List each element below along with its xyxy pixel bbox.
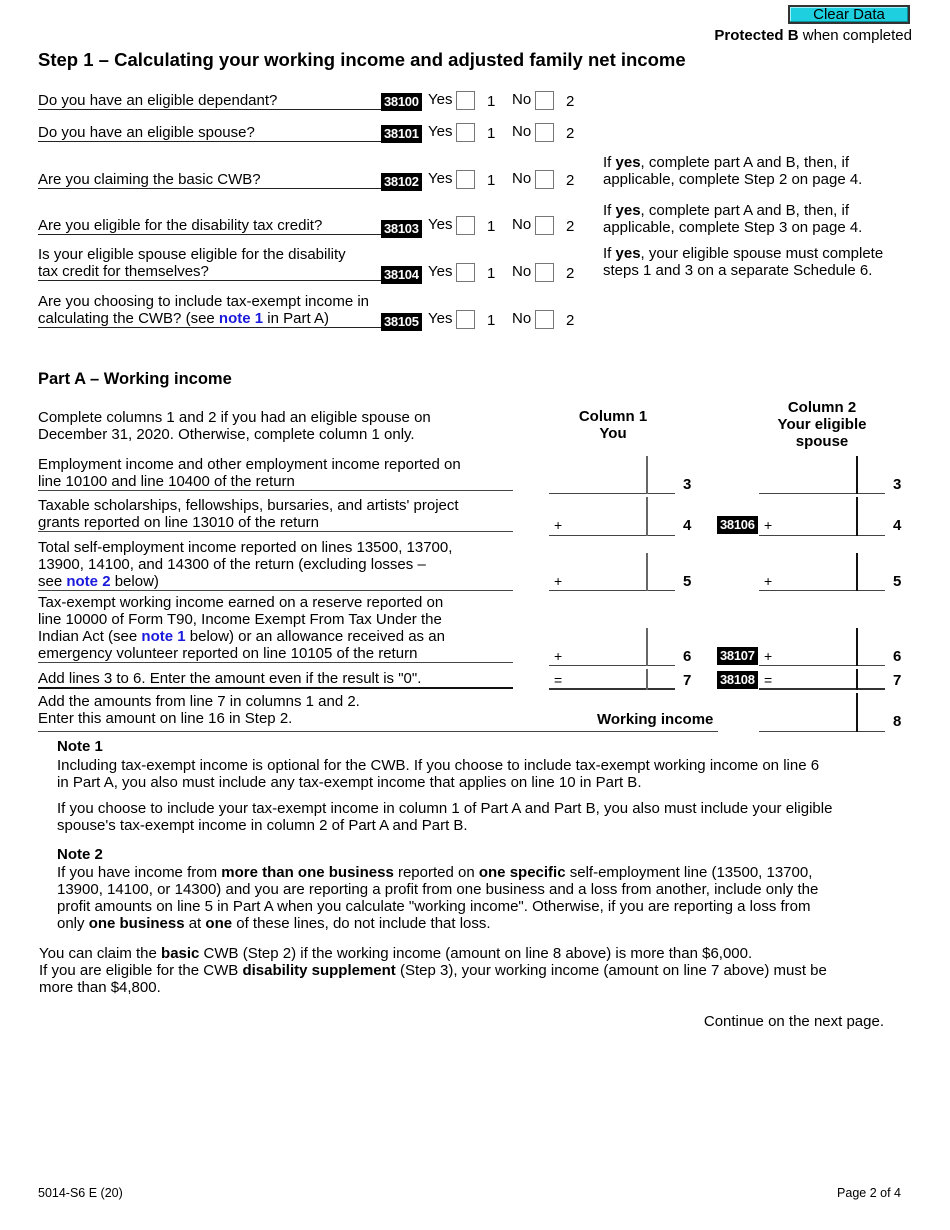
- yes-value: 1: [487, 125, 496, 142]
- text: Taxable scholarships, fellowships, bursaries, and artists' project: [38, 497, 459, 514]
- line1: [603, 245, 913, 262]
- clear-data-button[interactable]: Clear Data: [788, 5, 910, 24]
- text: one: [205, 915, 233, 932]
- text: , your eligible spouse must complete: [640, 245, 884, 262]
- text: only: [57, 915, 89, 932]
- yes-value: 1: [487, 172, 496, 189]
- text: If you are eligible for the CWB: [39, 962, 243, 979]
- col1-line5-field[interactable]: [549, 553, 675, 591]
- question-text-line2: [38, 310, 390, 327]
- text: spouse: [795, 433, 849, 450]
- yes-label: Yes: [428, 263, 453, 280]
- row-line-5-description: [38, 539, 513, 591]
- protected-label: Protected B: [714, 27, 799, 44]
- text: one business: [88, 915, 185, 932]
- line-number: 3: [893, 476, 902, 493]
- col1-line3-field[interactable]: [549, 456, 675, 494]
- question-text: Are you claiming the basic CWB?: [38, 171, 261, 188]
- text: below): [110, 573, 159, 590]
- cents-divider: [856, 628, 858, 666]
- question-spouse-disability: [38, 246, 390, 281]
- no-value: 2: [566, 125, 575, 142]
- no-label: No: [512, 91, 532, 108]
- col2-line6-field[interactable]: [759, 628, 885, 666]
- line1: [603, 202, 913, 219]
- text: grants reported on line 13010 of the return: [38, 514, 320, 531]
- line-number: 3: [683, 476, 692, 493]
- checkbox-38105-yes[interactable]: [456, 310, 475, 329]
- note-1-paragraph-1: [57, 757, 857, 791]
- question-eligible-spouse: [38, 124, 390, 142]
- text: disability supplement: [242, 962, 396, 979]
- no-value: 2: [566, 172, 575, 189]
- text: Complete columns 1 and 2 if you had an eligible spouse on: [38, 409, 431, 426]
- note-2-link[interactable]: note 2: [66, 573, 111, 590]
- checkbox-38104-yes[interactable]: [456, 263, 475, 282]
- col2-line3-field[interactable]: [759, 456, 885, 494]
- no-label: No: [512, 310, 532, 327]
- question-disability-tax-credit: [38, 217, 390, 235]
- checkbox-38102-no[interactable]: [535, 170, 554, 189]
- note-1-link[interactable]: note 1: [218, 310, 264, 327]
- text: [39, 945, 899, 962]
- note-2-title: Note 2: [57, 846, 103, 863]
- text: Column 2: [787, 399, 857, 416]
- text: If: [603, 202, 616, 219]
- text: calculating the CWB? (see: [38, 310, 219, 327]
- text: Add lines 3 to 6. Enter the amount even if the result is "0".: [38, 670, 422, 687]
- cents-divider: [646, 628, 648, 666]
- line2: steps 1 and 3 on a separate Schedule 6.: [603, 262, 873, 279]
- row-line-6-description: [38, 594, 513, 663]
- equals-operator: =: [554, 672, 563, 688]
- text: self-employment line (13500, 13700,: [565, 864, 813, 881]
- line-number: 8: [893, 713, 902, 730]
- col1-line4-field[interactable]: [549, 497, 675, 536]
- equals-operator: =: [764, 672, 773, 688]
- cents-divider: [856, 456, 858, 494]
- no-label: No: [512, 263, 532, 280]
- working-income-label: Working income: [597, 711, 714, 728]
- col1-line7-field[interactable]: [549, 669, 675, 690]
- line-code-38107: 38107: [717, 647, 758, 665]
- cents-divider: [646, 553, 648, 591]
- question-claiming-basic-cwb: [38, 171, 390, 189]
- text: If you have income from: [57, 864, 222, 881]
- checkbox-38102-yes[interactable]: [456, 170, 475, 189]
- text: Your eligible: [777, 416, 867, 433]
- col1-line6-field[interactable]: [549, 628, 675, 666]
- text: profit amounts on line 5 in Part A when you calculate "working income". Otherwise, if you are reporting a loss from: [57, 898, 811, 915]
- checkbox-38105-no[interactable]: [535, 310, 554, 329]
- question-text-line2: tax credit for themselves?: [38, 263, 209, 280]
- text: more than one business: [221, 864, 394, 881]
- question-text: Are you eligible for the disability tax credit?: [38, 217, 323, 234]
- text: one specific: [478, 864, 566, 881]
- checkbox-38100-no[interactable]: [535, 91, 554, 110]
- line-code-38108: 38108: [717, 671, 758, 689]
- checkbox-38100-yes[interactable]: [456, 91, 475, 110]
- text: You: [599, 425, 627, 442]
- yes-label: Yes: [428, 170, 453, 187]
- text: more than $4,800.: [39, 979, 161, 996]
- line-number: 6: [893, 648, 902, 665]
- question-text-line1: Is your eligible spouse eligible for the disability: [38, 246, 346, 263]
- text: in Part A, you also must include any tax-exempt income that applies on line 10 in Part B.: [57, 774, 642, 791]
- text: , complete part A and B, then, if: [640, 154, 850, 171]
- line1: [603, 154, 913, 171]
- yes-label: Yes: [428, 310, 453, 327]
- question-eligible-dependant: [38, 92, 390, 110]
- cents-divider: [856, 669, 858, 690]
- question-include-tax-exempt: [38, 293, 390, 328]
- text: [38, 573, 513, 590]
- no-value: 2: [566, 312, 575, 329]
- yes-label: Yes: [428, 216, 453, 233]
- line-code-38105: 38105: [381, 313, 422, 331]
- col2-line4-field[interactable]: [759, 497, 885, 536]
- text: line 10100 and line 10400 of the return: [38, 473, 295, 490]
- text: spouse's tax-exempt income in column 2 of Part A and Part B.: [57, 817, 468, 834]
- note-1-paragraph-2: [57, 800, 857, 834]
- cents-divider: [856, 553, 858, 591]
- line2: applicable, complete Step 2 on page 4.: [603, 171, 863, 188]
- text: December 31, 2020. Otherwise, complete column 1 only.: [38, 426, 415, 443]
- line-number: 5: [893, 573, 902, 590]
- text: CWB (Step 2) if the working income (amount on line 8 above) is more than $6,000.: [199, 945, 753, 962]
- text: at: [184, 915, 206, 932]
- text: , complete part A and B, then, if: [640, 202, 850, 219]
- text: [39, 962, 899, 979]
- question-text-line1: Are you choosing to include tax-exempt income in: [38, 293, 370, 310]
- plus-operator: +: [764, 648, 773, 664]
- working-income-field[interactable]: [759, 693, 885, 732]
- text: emergency volunteer reported on line 10105 of the return: [38, 645, 418, 662]
- text: Tax-exempt working income earned on a reserve reported on: [38, 594, 444, 611]
- text: in Part A): [263, 310, 329, 327]
- line-code-38100: 38100: [381, 93, 422, 111]
- text: yes: [615, 245, 641, 262]
- line-number: 7: [683, 672, 692, 689]
- text: see: [38, 573, 67, 590]
- cents-divider: [646, 497, 648, 536]
- line-code-38104: 38104: [381, 266, 422, 284]
- yes-value: 1: [487, 218, 496, 235]
- question-text: Do you have an eligible spouse?: [38, 124, 255, 141]
- line-code-38102: 38102: [381, 173, 422, 191]
- text: of these lines, do not include that loss.: [232, 915, 491, 932]
- text: [38, 628, 513, 645]
- col2-line7-field[interactable]: [759, 669, 885, 690]
- row-line-7-description: [38, 670, 513, 689]
- line-number: 5: [683, 573, 692, 590]
- text: Add the amounts from line 7 in columns 1 and 2.: [38, 693, 360, 710]
- side-note-spouse: [603, 245, 913, 279]
- note-1-title: Note 1: [57, 738, 103, 755]
- checkbox-38104-no[interactable]: [535, 263, 554, 282]
- yes-label: Yes: [428, 123, 453, 140]
- text: Indian Act (see: [38, 628, 142, 645]
- note-1-link[interactable]: note 1: [141, 628, 186, 645]
- row-line-4-description: [38, 497, 513, 532]
- text: below) or an allowance received as an: [185, 628, 445, 645]
- text: Column 1: [578, 408, 648, 425]
- no-value: 2: [566, 93, 575, 110]
- plus-operator: +: [554, 648, 563, 664]
- text: yes: [615, 202, 641, 219]
- side-note-basic-cwb: [603, 154, 913, 188]
- row-line-3-description: [38, 456, 513, 491]
- line-code-38103: 38103: [381, 220, 422, 238]
- side-note-disability: [603, 202, 913, 236]
- line-code-38101: 38101: [381, 125, 422, 143]
- eligibility-summary: [39, 945, 899, 996]
- text: (Step 3), your working income (amount on line 7 above) must be: [395, 962, 827, 979]
- step1-title: Step 1 – Calculating your working income and adjusted family net income: [38, 49, 686, 70]
- text: Including tax-exempt income is optional for the CWB. If you choose to include tax-exempt working income on line 6: [57, 757, 820, 774]
- continue-notice: Continue on the next page.: [703, 1013, 884, 1030]
- text: basic: [161, 945, 200, 962]
- yes-value: 1: [487, 265, 496, 282]
- no-label: No: [512, 170, 532, 187]
- text: line 10000 of Form T90, Income Exempt From Tax Under the: [38, 611, 442, 628]
- text: 13900, 14100, or 14300) and you are reporting a profit from one business and a loss from another, include only the: [57, 881, 819, 898]
- cents-divider: [856, 497, 858, 536]
- line-number: 4: [893, 517, 902, 534]
- cents-divider: [646, 669, 648, 690]
- part-a-intro: [38, 409, 431, 443]
- text: You can claim the: [39, 945, 162, 962]
- text: Enter this amount on line 16 in Step 2.: [38, 710, 293, 727]
- text: yes: [615, 154, 641, 171]
- no-value: 2: [566, 218, 575, 235]
- plus-operator: +: [554, 517, 563, 533]
- yes-value: 1: [487, 312, 496, 329]
- line-code-38106: 38106: [717, 516, 758, 534]
- checkbox-38101-no[interactable]: [535, 123, 554, 142]
- page-number: Page 2 of 4: [837, 1186, 901, 1200]
- text: If: [603, 154, 616, 171]
- protected-b-notice: [714, 27, 912, 44]
- part-a-title: Part A – Working income: [38, 370, 232, 388]
- text: Total self-employment income reported on lines 13500, 13700,: [38, 539, 453, 556]
- text: If: [603, 245, 616, 262]
- column-1-header: [548, 408, 678, 442]
- note-2-paragraph: [57, 864, 857, 932]
- cents-divider: [646, 456, 648, 494]
- plus-operator: +: [764, 573, 773, 589]
- text: [57, 864, 857, 881]
- no-label: No: [512, 123, 532, 140]
- line-number: 7: [893, 672, 902, 689]
- text: reported on: [393, 864, 479, 881]
- col2-line5-field[interactable]: [759, 553, 885, 591]
- text: [57, 915, 857, 932]
- cents-divider: [856, 693, 858, 732]
- text: 13900, 14100, and 14300 of the return (excluding losses –: [38, 556, 426, 573]
- line-number: 4: [683, 517, 692, 534]
- checkbox-38103-yes[interactable]: [456, 216, 475, 235]
- text: Employment income and other employment income reported on: [38, 456, 461, 473]
- no-value: 2: [566, 265, 575, 282]
- question-text: Do you have an eligible dependant?: [38, 92, 278, 109]
- yes-label: Yes: [428, 91, 453, 108]
- checkbox-38101-yes[interactable]: [456, 123, 475, 142]
- line2: applicable, complete Step 3 on page 4.: [603, 219, 863, 236]
- plus-operator: +: [554, 573, 563, 589]
- no-label: No: [512, 216, 532, 233]
- line-number: 6: [683, 648, 692, 665]
- column-2-header: [757, 399, 887, 450]
- protected-suffix: when completed: [798, 27, 912, 44]
- text: If you choose to include your tax-exempt income in column 1 of Part A and Part B, you also must include your eligible: [57, 800, 833, 817]
- yes-value: 1: [487, 93, 496, 110]
- plus-operator: +: [764, 517, 773, 533]
- form-identifier: 5014-S6 E (20): [38, 1186, 123, 1200]
- checkbox-38103-no[interactable]: [535, 216, 554, 235]
